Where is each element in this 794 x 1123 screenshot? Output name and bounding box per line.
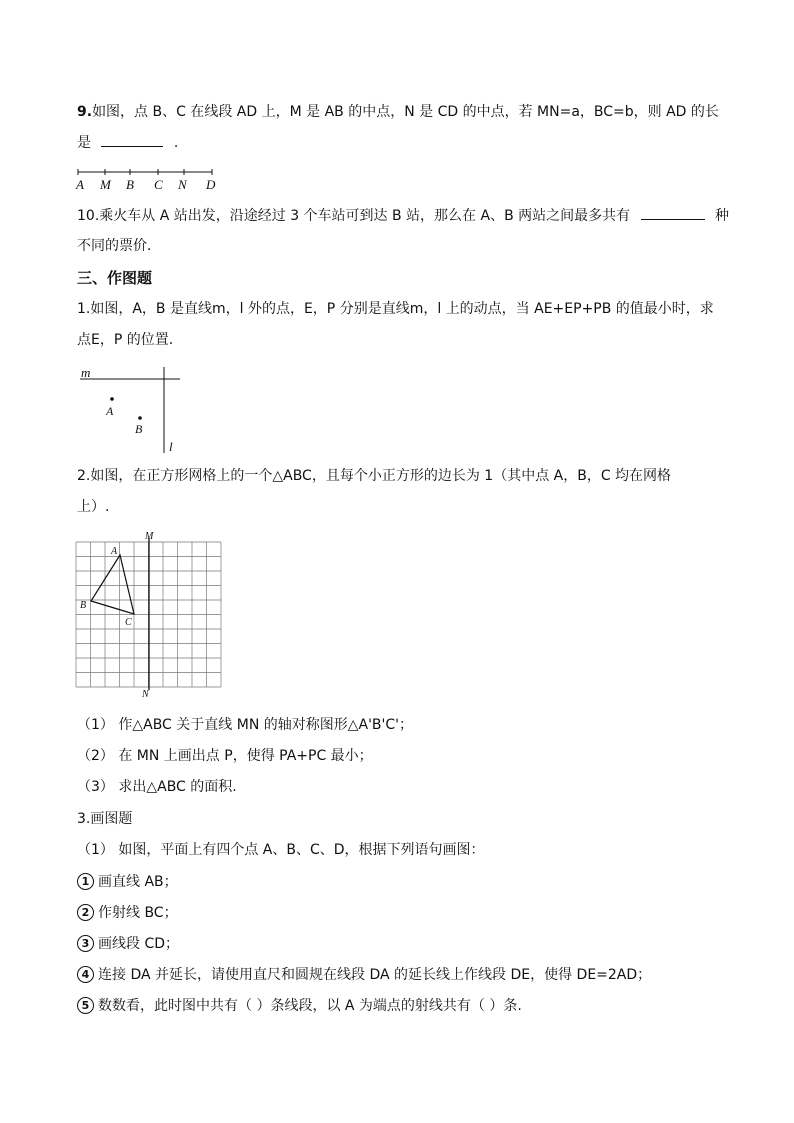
q10-line1 bbox=[77, 205, 729, 226]
triangle-ABC bbox=[91, 555, 134, 614]
q9-label-D: D bbox=[206, 177, 216, 192]
p2-line2: 上）. bbox=[77, 499, 110, 515]
p3-item-3-text: 画线段 CD； bbox=[98, 936, 180, 952]
p1-label-A: A bbox=[106, 404, 114, 418]
p2-label-M: M bbox=[145, 531, 154, 542]
p3-item-3 bbox=[77, 934, 179, 954]
p3-item-4 bbox=[77, 965, 651, 985]
q10-text-post: 种 bbox=[715, 208, 730, 224]
q10-text-pre: 10.乘火车从 A 站出发，沿途经过 3 个车站可到达 B 站，那么在 A、B 两站之间最多共有 bbox=[77, 208, 631, 224]
p3-item-4-text: 连接 DA 并延长，请使用直尺和圆规在线段 DA 的延长线上作线段 DE，使得 DE=2AD； bbox=[98, 967, 652, 983]
p3-item-2-text: 作射线 BC； bbox=[98, 905, 178, 921]
p3-item-1 bbox=[77, 872, 178, 892]
p3-item-1-text: 画直线 AB； bbox=[98, 874, 178, 890]
p2-label-B: B bbox=[80, 600, 87, 611]
p1-label-B: B bbox=[135, 422, 143, 436]
p2-label-C: C bbox=[125, 617, 132, 628]
q9-label-N: N bbox=[178, 177, 187, 192]
p3-intro: （1） 如图，平面上有四个点 A、B、C、D，根据下列语句画图： bbox=[77, 842, 485, 858]
p1-point-B bbox=[138, 416, 142, 420]
p2-grid-figure bbox=[70, 530, 230, 700]
q9-segment-figure bbox=[72, 162, 232, 194]
p1-line1: 1.如图，A，B 是直线m，l 外的点，E，P 分别是直线m，l 上的动点，当 AE+EP+PB 的值最小时，求 bbox=[77, 301, 714, 317]
q9-label-B: B bbox=[126, 177, 134, 192]
circled-number-5: 5 bbox=[77, 997, 94, 1014]
p2-label-A: A bbox=[111, 546, 118, 557]
p3-item-5-text: 数数看，此时图中共有（ ）条线段，以 A 为端点的射线共有（ ）条. bbox=[98, 998, 522, 1014]
q9-answer-blank[interactable] bbox=[101, 132, 163, 147]
p3-item-2 bbox=[77, 903, 178, 923]
q9-label-C: C bbox=[154, 177, 163, 192]
circled-number-1: 1 bbox=[77, 873, 94, 890]
circled-number-2: 2 bbox=[77, 904, 94, 921]
q10-line2: 不同的票价． bbox=[77, 238, 161, 254]
q9-line2 bbox=[77, 132, 178, 153]
p1-point-A bbox=[110, 397, 114, 401]
q9-label-M: M bbox=[100, 177, 111, 192]
p2-line1: 2.如图，在正方形网格上的一个△ABC，且每个小正方形的边长为 1（其中点 A，B，C 均在网格 bbox=[77, 468, 672, 484]
q9-text-post: . bbox=[173, 135, 179, 151]
section-title: 三、作图题 bbox=[77, 269, 153, 287]
p1-label-m: m bbox=[81, 365, 91, 380]
q10-answer-blank[interactable] bbox=[641, 205, 705, 220]
q9-text-pre: 是 bbox=[77, 135, 91, 151]
p2-sub3: （3） 求出△ABC 的面积. bbox=[77, 779, 237, 795]
p2-sub1: （1） 作△ABC 关于直线 MN 的轴对称图形△A'B'C'； bbox=[77, 717, 414, 733]
p3-title: 3.画图题 bbox=[77, 811, 133, 827]
p1-figure bbox=[76, 365, 186, 457]
circled-number-4: 4 bbox=[77, 966, 94, 983]
q9-number: 9. bbox=[77, 104, 93, 120]
q9-line1 bbox=[77, 102, 719, 122]
circled-number-3: 3 bbox=[77, 935, 94, 952]
p1-label-l: l bbox=[169, 439, 173, 454]
q9-text: 如图，点 B、C 在线段 AD 上，M 是 AB 的中点，N 是 CD 的中点，若 MN=a，BC=b，则 AD 的长 bbox=[92, 104, 719, 120]
p1-line2: 点E，P 的位置. bbox=[77, 332, 174, 348]
p2-label-N: N bbox=[142, 689, 149, 700]
p3-item-5 bbox=[77, 996, 522, 1016]
q9-label-A: A bbox=[76, 177, 84, 192]
p2-sub2: （2） 在 MN 上画出点 P，使得 PA+PC 最小； bbox=[77, 748, 373, 764]
